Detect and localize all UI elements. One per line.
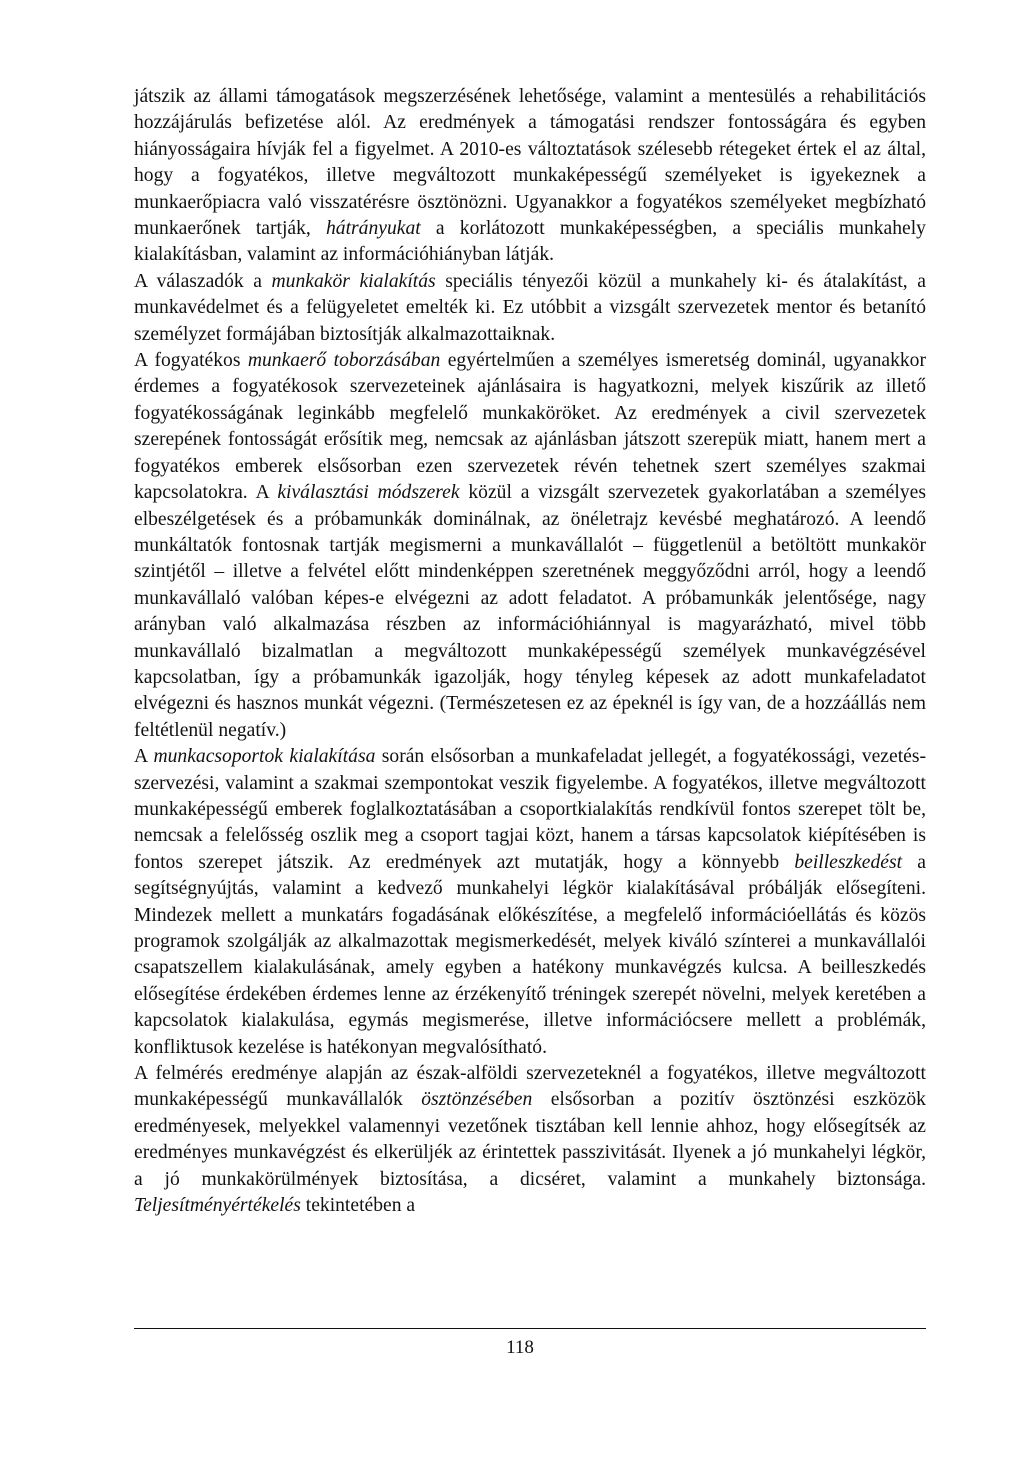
text-run: a segítségnyújtás, valamint a kedvező munkahelyi légkör kialakításával próbálják elősegíteni. Mindezek mellett a munkatárs fogadásának előkészítése, a megfelelő információellátás és közös programok szolgálják az alkalmazottak megismerkedését, melyek kiváló színterei a munkavállalói csapatszellem kialakulásának, amely egyben a hatékony munkavégzés kulcsa. A beilleszkedés elősegítése érdekében érdemes lenne az érzékenyítő tréningek szerepét növelni, melyek keretében a kapcsolatok kialakulása, egymás megismerése, illetve információcsere mellett a problémák, konfliktusok kezelése is hatékonyan megvalósítható. <box>134 851 926 1058</box>
text-run: elsősorban a pozitív ösztönzési eszközök eredményesek, melyekkel valamennyi vezetőnek tisztában kell lennie ahhoz, hogy elősegítsék az eredményes munkavégzést és elkerüljék az érintettek passzivitását. Ilyenek a jó munkahelyi légkör, a jó munkakörülmények biztosítása, a dicséret, valamint a munkahely biztonsága. <box>134 1089 926 1190</box>
text-run: A válaszadók a <box>134 270 272 292</box>
text-run: közül a vizsgált szervezetek gyakorlatában a személyes elbeszélgetések és a próbamunkák dominálnak, az önéletrajz kevésbé meghatározó. A leendő munkáltatók fontosnak tartják megismerni a munkavállalót – függetlenül a betöltött munkakör szintjétől – illetve a felvétel előtt mindenképpen szeretnének meggyőződni arról, hogy a leendő munkavállaló valóban képes-e elvégezni az adott feladatot. A próbamunkák jelentősége, nagy arányban való alkalmazása részben az információhiánnyal is magyarázható, mivel több munkavállaló bizalmatlan a megváltozott munkaképességű személyek munkavégzésével kapcsolatban, így a próbamunkák igazolják, hogy tényleg képesek az adott munkafeladatot elvégezni és hasznos munkát végezni. (Természetesen ez az épeknél is így van, de a hozzáállás nem feltétlenül negatív.) <box>134 482 926 741</box>
text-run: játszik az állami támogatások megszerzésének lehetősége, valamint a mentesülés a rehabilitációs hozzájárulás befizetése alól. Az eredmények a támogatási rendszer fontosságára és egyben hiányosságaira hívják fel a figyelmet. A 2010-es változtatások szélesebb rétegeket értek el az által, hogy a fogyatékos, illetve megváltozott munkaképességű személyeket is igyekeznek a munkaerőpiacra való visszatérésre ösztönözni. Ugyanakkor a fogyatékos személyeket megbízható munkaerőnek tartják, <box>134 86 926 240</box>
italic-term: beilleszkedést <box>794 851 903 873</box>
text-run: speciális tényezői közül a munkahely ki- és átalakítást, a munkavédelmet és a felügyeletet emelték ki. Ez utóbbit a vizsgált szervezetek mentor és betanító személyzet formájában biztosítják alkalmazottaiknak. <box>134 270 926 345</box>
text-run: tekintetében a <box>300 1195 416 1217</box>
italic-term: munkacsoportok kialakítása <box>153 746 376 768</box>
italic-term: munkakör kialakítás <box>271 270 436 292</box>
paragraph <box>134 744 926 1061</box>
paragraph <box>134 348 926 744</box>
italic-term: munkaerő toborzásában <box>247 350 441 372</box>
text-run: a korlátozott munkaképességben, a speciális munkahely kialakításban, valamint az információhiányban látják. <box>134 218 926 266</box>
italic-term: ösztönzésében <box>421 1089 533 1111</box>
italic-term: kiválasztási módszerek <box>277 482 460 504</box>
paragraph <box>134 84 926 269</box>
page-number: 118 <box>506 1337 534 1358</box>
paragraph <box>134 269 926 348</box>
text-run: egyértelműen a személyes ismeretség dominál, ugyanakkor érdemes a fogyatékosok szervezeteinek ajánlásaira is hagyatkozni, melyek kiszűrik az illető fogyatékosságának leginkább megfelelő munkaköröket. Az eredmények a civil szervezetek szerepének fontosságát erősítik meg, nemcsak az ajánlásban játszott szerepük miatt, hanem mert a fogyatékos emberek elsősorban ezen szervezetek révén tehetnek szert személyes szakmai kapcsolatokra. A <box>134 350 927 504</box>
italic-term: Teljesítményértékelés <box>134 1195 301 1217</box>
text-run: A felmérés eredménye alapján az észak-alföldi szervezeteknél a fogyatékos, illetve megváltozott munkaképességű munkavállalók <box>134 1063 926 1111</box>
footer-divider <box>134 1328 926 1329</box>
text-run: A <box>134 746 154 768</box>
text-run: A fogyatékos <box>134 350 248 372</box>
text-run: során elsősorban a munkafeladat jellegét, a fogyatékossági, vezetés-szervezési, valamint a szakmai szempontokat veszik figyelembe. A fogyatékos, illetve megváltozott munkaképességű emberek foglalkoztatásában a csoportkialakítás rendkívül fontos szerepet tölt be, nemcsak a felelősség oszlik meg a csoport tagjai közt, hanem a társas kapcsolatok kiépítésében is fontos szerepet játszik. Az eredmények azt mutatják, hogy a könnyebb <box>134 746 926 873</box>
paragraph <box>134 1061 926 1219</box>
italic-term: hátrányukat <box>326 218 421 240</box>
body-text <box>134 84 926 1219</box>
